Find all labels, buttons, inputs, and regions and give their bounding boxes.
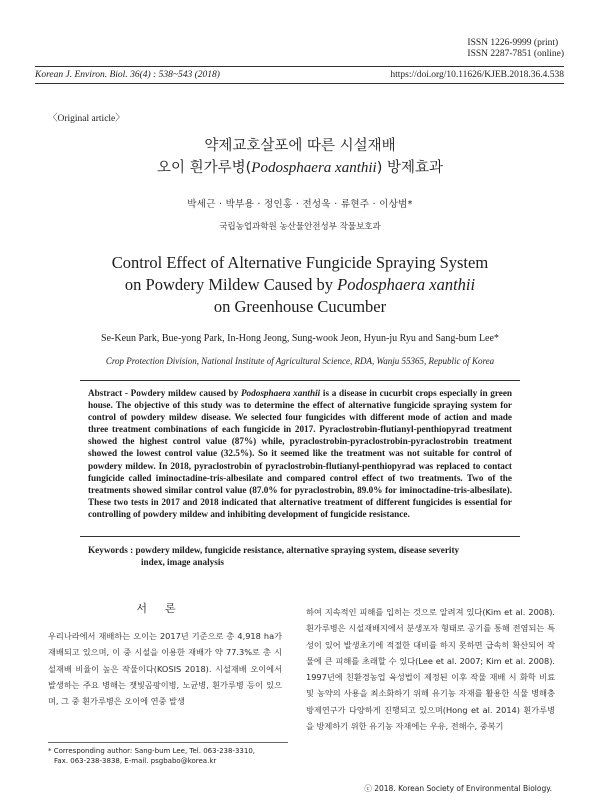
english-title-line2-pre: on Powdery Mildew Caused by (124, 275, 338, 294)
korean-title-line1: 약제교호살포에 따른 시설재배 (204, 138, 396, 154)
abstract-text (88, 387, 512, 520)
korean-title (0, 135, 600, 179)
intro-left-column: 우리나라에서 재배하는 오이는 2017년 기준으로 총 4,918 ha가 재배되고 있으며, 이 중 시설을 이용한 재배가 약 77.3%로 총 시설재배 비율이 높은 작물이다(KOSIS 2018). 시설재배 오이에서 발생하는 주요 병해는 잿빛곰팡이병, 노균병, 흰가루병 등이 있으며, 그 중 흰가루병은 오이에 연중 발생 (48, 631, 282, 707)
english-title-line1: Control Effect of Alternative Fungicide Spraying System (111, 253, 489, 272)
keywords-line2: index, image analysis (141, 557, 224, 567)
abstract-label: Abstract (88, 388, 123, 398)
intro-right-column: 하여 지속적인 피해를 입히는 것으로 알려져 있다(Kim et al. 2008). 흰가루병은 시설재배지에서 분생포자 형태로 공기를 통해 전염되는 특성이 있어 발생초기에 적절한 대비를 하지 못하면 급속히 확산되어 작물에 큰 피해를 초래할 수 있다(Lee et al. 2007; Kim et al. 2008). 1997년에 친환경농업 육성법이 제정된 이후 작물 재배 시 화학 비료 및 농약의 사용을 최소화하기 위해 유기농 자재를 활용한 식물 병해충 방제연구가 다양하게 진행되고 있으며(Hong et al. 2014) 흰가루병을 방제하기 위한 유기농 자재에는 우유, 전해수, 중복기 (306, 607, 555, 732)
footnote-line1: * Corresponding author: Sang-bum Lee, Tel. 063-238-3310, (48, 747, 256, 755)
korean-title-line2-pre: 오이 흰가루병( (156, 160, 252, 176)
keywords-label: Keywords : (88, 545, 134, 555)
korean-authors: 박세근 · 박부용 · 정인홍 · 전성욱 · 류현주 · 이상범* (187, 199, 413, 210)
english-affiliation: Crop Protection Division, National Institute of Agricultural Science, RDA, Wanju 55365, Republic of Korea (105, 356, 495, 366)
footnote-line2: Fax. 063-238-3838, E-mail. psgbabo@korea.kr (54, 757, 217, 765)
abstract-pre: - Powdery mildew caused by (122, 388, 241, 398)
english-title-line2 (0, 274, 600, 296)
corresponding-author-footnote (48, 742, 288, 766)
english-authors: Se-Keun Park, Bue-yong Park, In-Hong Jeong, Sung-wook Jeon, Hyun-ju Ryu and Sang-bum Lee* (101, 333, 499, 344)
korean-affiliation: 국립농업과학원 농산물안전성부 작물보호과 (219, 222, 381, 232)
english-title (0, 252, 600, 318)
doi-link[interactable]: https://doi.org/10.11626/KJEB.2018.36.4.538 (390, 70, 564, 80)
korean-title-species: Podosphaera xanthii (251, 160, 377, 176)
abstract-species: Podosphaera xanthii (240, 388, 321, 398)
issn-online: ISSN 2287-7851 (online) (467, 49, 564, 59)
english-title-line3: on Greenhouse Cucumber (213, 297, 387, 316)
journal-bar (35, 66, 564, 84)
korean-title-line2-post: ) 방제효과 (376, 160, 443, 176)
journal-citation: Korean J. Environ. Biol. 36(4) : 538~543 (2018) (35, 70, 220, 80)
issn-block (467, 38, 564, 60)
keywords-line1: powdery mildew, fungicide resistance, alternative spraying system, disease severity (133, 545, 460, 555)
keywords (88, 544, 508, 568)
english-title-species: Podosphaera xanthii (337, 275, 476, 294)
abstract-box (80, 380, 520, 537)
issn-print: ISSN 1226-9999 (print) (467, 38, 559, 48)
abstract-body: is a disease in cucurbit crops especially in green house. The objective of this study was to determine the effect of alternative fungicide spraying system for control of powdery mildew disease. We selected four fungicides with different mode of action and made three treatment combinations of each fungicide in 2017. Pyraclostrobin-flutianyl-penthiopyrad treatment showed the highest control value (87%) while, pyraclostrobin-pyraclostrobin-pyraclostrobin treatment showed the lowest control value (32.5%). So it seemed like the treatment was not suitable for control of powdery mildew. In 2018, pyraclostrobin of pyraclostrobin-flutianyl-penthiopyrad was replaced to contact fungicide called iminoctadine-tris-albesilate and compared control effect of two treatments. Two of the treatments showed similar control value (87.0% for pyraclostrobin, 89.0% for iminoctadine-tris-albesilate). These two tests in 2017 and 2018 indicated that alternative treatment of different fungicides is essential for controlling of powdery mildew and inhibiting development of fungicide resistance. (88, 388, 513, 519)
copyright: ⓒ 2018. Korean Society of Environmental Biology. (364, 784, 552, 793)
section-heading-intro: 서론 (136, 602, 194, 615)
korean-title-line2 (0, 157, 600, 179)
article-type: 〈Original article〉 (48, 114, 125, 124)
